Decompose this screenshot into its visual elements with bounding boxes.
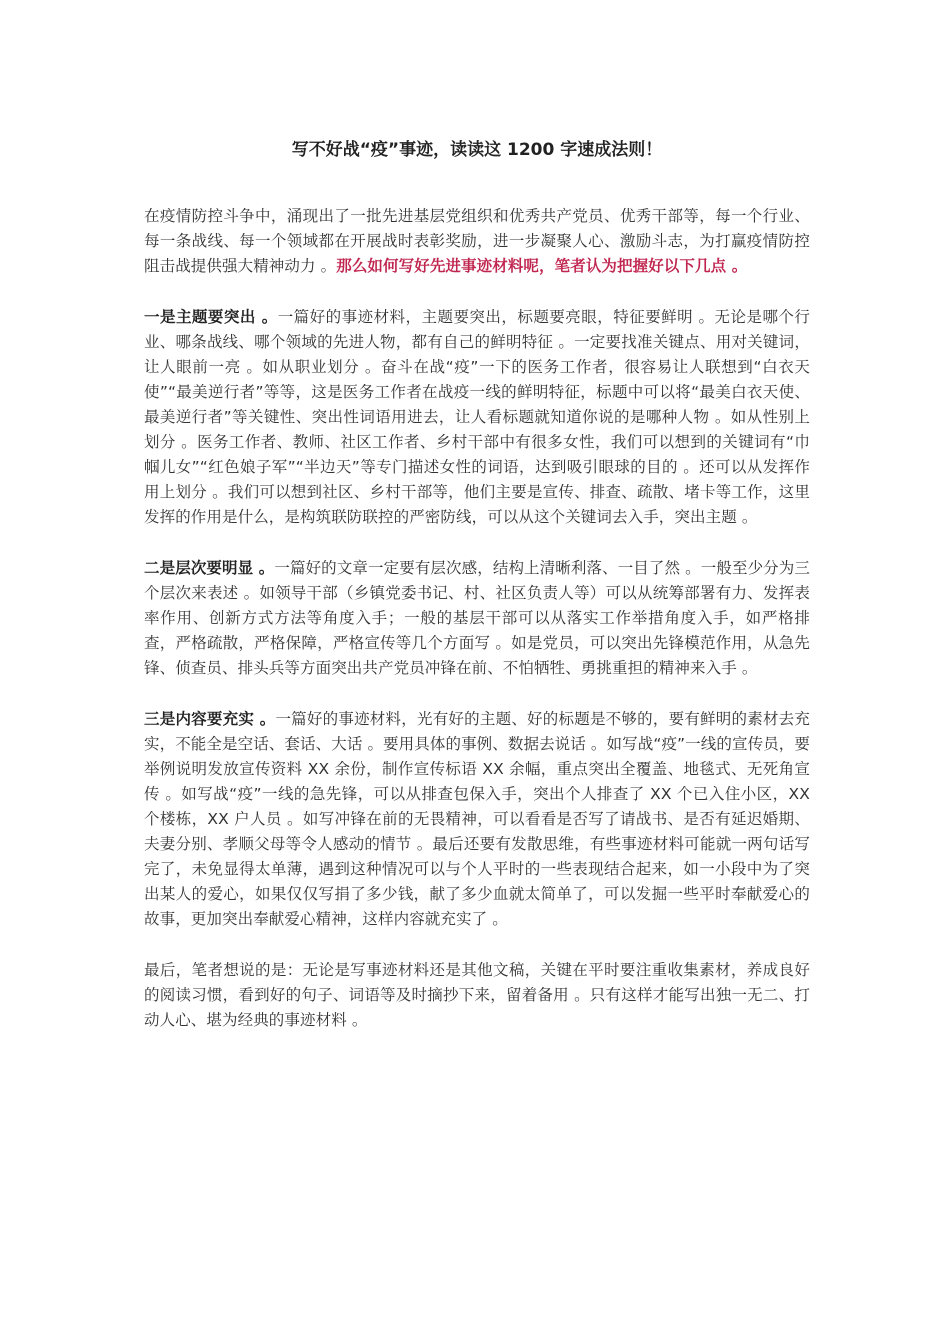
section-heading-2: 二是层次要明显 。 [144, 559, 275, 577]
intro-paragraph [144, 204, 810, 279]
closing-paragraph: 最后，笔者想说的是：无论是写事迹材料还是其他文稿，关键在平时要注重收集素材，养成良好的阅读习惯，看到好的句子、词语等及时摘抄下来，留着备用 。只有这样才能写出独一无二、打动人心、堪为经典的事迹材料 。 [144, 961, 810, 1029]
section-body-3: 一篇好的事迹材料，光有好的主题、好的标题是不够的，要有鲜明的素材去充实，不能全是空话、套话、大话 。要用具体的事例、数据去说话 。如写战“疫”一线的宣传员，要举例说明发放宣传资料 XX 余份，制作宣传标语 XX 余幅，重点突出全覆盖、地毯式、无死角宣传 。如写战“疫”一线的急先锋，可以从排查包保入手，突出个人排查了 XX 个已入住小区，XX 个楼栋，XX 户人员 。如写冲锋在前的无畏精神，可以看看是否写了请战书、是否有延迟婚期、夫妻分别、孝顺父母等令人感动的情节 。最后还要有发散思维，有些事迹材料可能就一两句话写完了，未免显得太单薄，遇到这种情况可以与个人平时的一些表现结合起来，如一小段中为了突出某人的爱心，如果仅仅写捐了多少钱，献了多少血就太简单了，可以发掘一些平时奉献爱心的故事，更加突出奉献爱心精神，这样内容就充实了 。 [144, 710, 811, 928]
section-paragraph-3 [144, 707, 810, 932]
section-heading-3: 三是内容要充实 。 [144, 710, 276, 728]
document-page [144, 136, 810, 1059]
intro-text: 在疫情防控斗争中，涌现出了一批先进基层党组织和优秀共产党员、优秀干部等，每一个行业、每一条战线、每一个领域都在开展战时表彰奖励，进一步凝聚人心、激励斗志，为打赢疫情防控阻击战提供强大精神动力 。 [144, 207, 810, 275]
intro-highlight: 那么如何写好先进事迹材料呢，笔者认为把握好以下几点 。 [336, 257, 748, 275]
section-heading-1: 一是主题要突出 。 [144, 308, 278, 326]
section-body-2: 一篇好的文章一定要有层次感，结构上清晰利落、一目了然 。一般至少分为三个层次来表述 。如领导干部（乡镇党委书记、村、社区负责人等）可以从统筹部署有力、发挥表率作用、创新方式方法等角度入手；一般的基层干部可以从落实工作举措角度入手，如严格排查，严格疏散，严格保障，严格宣传等几个方面写 。如是党员，可以突出先锋模范作用，从急先锋、侦查员、排头兵等方面突出共产党员冲锋在前、不怕牺牲、勇挑重担的精神来入手 。 [144, 559, 810, 677]
section-paragraph-2 [144, 556, 810, 681]
section-paragraph-1 [144, 305, 810, 530]
section-body-1: 一篇好的事迹材料，主题要突出，标题要亮眼，特征要鲜明 。无论是哪个行业、哪条战线、哪个领域的先进人物，都有自己的鲜明特征 。一定要找准关键点、用对关键词，让人眼前一亮 。如从职业划分 。奋斗在战“疫”一下的医务工作者，很容易让人联想到“白衣天使”“最美逆行者”等等，这是医务工作者在战疫一线的鲜明特征，标题中可以将“最美白衣天使、最美逆行者”等关键性、突出性词语用进去，让人看标题就知道你说的是哪种人物 。如从性别上划分 。医务工作者、教师、社区工作者、乡村干部中有很多女性，我们可以想到的关键词有“巾帼儿女”“红色娘子军”“半边天”等专门描述女性的词语，达到吸引眼球的目的 。还可以从发挥作用上划分 。我们可以想到社区、乡村干部等，他们主要是宣传、排查、疏散、堵卡等工作，这里发挥的作用是什么，是构筑联防联控的严密防线，可以从这个关键词去入手，突出主题 。 [144, 308, 810, 526]
article-title: 写不好战“疫”事迹，读读这 1200 字速成法则！ [291, 140, 663, 160]
